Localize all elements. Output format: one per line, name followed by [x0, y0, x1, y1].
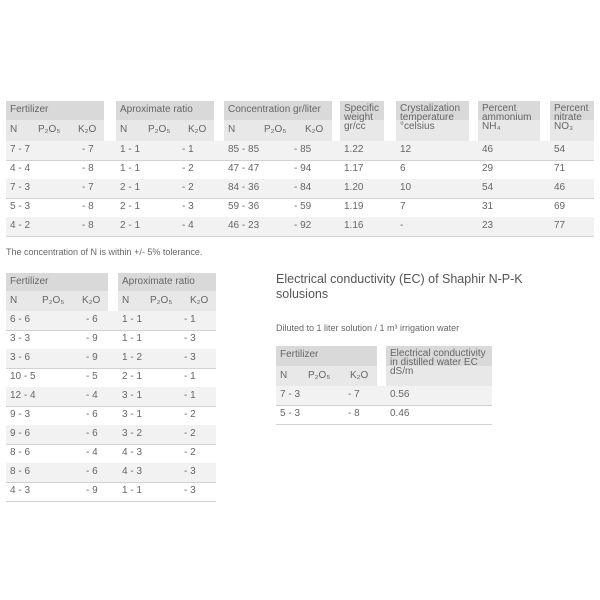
concentration-np: 47 - 47	[228, 163, 260, 174]
ratio-np: 1 - 1	[122, 314, 143, 325]
fertilizer-k: - 8	[82, 220, 94, 231]
ratio-np: 2 - 1	[120, 182, 141, 193]
concentration-np: 59 - 36	[228, 201, 260, 212]
sub-p2o5: P₂O₅	[308, 370, 331, 381]
ratio-np: 1 - 2	[122, 352, 143, 363]
ratio-k: - 3	[184, 333, 196, 344]
fertilizer-k: - 9	[86, 333, 98, 344]
fertilizer-np: 8 - 6	[10, 447, 31, 458]
ratio-k: - 2	[184, 428, 196, 439]
ratio-k: - 2	[184, 447, 196, 458]
ratio-np: 3 - 1	[122, 409, 143, 420]
ratio-k: - 1	[184, 314, 196, 325]
sub-p2o5: P₂O₅	[150, 295, 173, 306]
fertilizer-np: 8 - 6	[10, 466, 31, 477]
col-concentration-label: Concentration gr/liter	[228, 104, 321, 115]
fertilizer-k: - 5	[86, 371, 98, 382]
crystalization-temp: 6	[400, 163, 406, 174]
specific-weight: 1.16	[344, 220, 364, 231]
ratio-k: - 1	[182, 144, 194, 155]
specific-weight: 1.19	[344, 201, 364, 212]
table-row	[6, 463, 216, 483]
fertilizer-k: - 8	[82, 163, 94, 174]
table-row	[6, 368, 216, 388]
fertilizer-np: 7 - 3	[280, 389, 301, 400]
ratio-k: - 1	[184, 390, 196, 401]
ratio-np: 2 - 1	[122, 371, 143, 382]
col-ammonium-label: Percent ammonium NH₄	[482, 103, 532, 132]
ratio-np: 1 - 1	[120, 163, 141, 174]
ratio-k: - 2	[182, 163, 194, 174]
sub-p2o5: P₂O₅	[38, 124, 61, 135]
table-row	[6, 198, 594, 218]
concentration-np: 46 - 23	[228, 220, 260, 231]
ratio-k: - 1	[184, 371, 196, 382]
sub-n: N	[280, 370, 288, 381]
col-nitrate-label: Percent nitrate NO₃	[554, 103, 589, 132]
table-row	[276, 386, 492, 406]
col-fertilizer-label: Fertilizer	[10, 104, 49, 115]
fertilizer-np: 5 - 3	[10, 201, 31, 212]
sub-p2o5: P₂O₅	[264, 124, 287, 135]
ratio-np: 1 - 1	[122, 333, 143, 344]
fertilizer-np: 6 - 6	[10, 314, 31, 325]
fertilizer-np: 4 - 3	[10, 485, 31, 496]
col-fertilizer-label: Fertilizer	[280, 349, 319, 360]
fertilizer-k: - 6	[86, 409, 98, 420]
sub-n: N	[10, 124, 18, 135]
ratio-k: - 4	[182, 220, 194, 231]
sub-n: N	[228, 124, 236, 135]
percent-ammonium: 46	[482, 144, 494, 155]
ratio-k: - 3	[182, 201, 194, 212]
percent-ammonium: 23	[482, 220, 494, 231]
concentration-np: 85 - 85	[228, 144, 260, 155]
sub-n: N	[120, 124, 128, 135]
percent-ammonium: 54	[482, 182, 494, 193]
specific-weight: 1.22	[344, 144, 364, 155]
sub-k2o: K₂O	[82, 295, 101, 306]
crystalization-temp: 12	[400, 144, 412, 155]
table-row	[6, 349, 216, 369]
table-row	[6, 160, 594, 180]
sub-p2o5: P₂O₅	[42, 295, 65, 306]
percent-ammonium: 31	[482, 201, 494, 212]
sub-k2o: K₂O	[305, 124, 324, 135]
fertilizer-np: 7 - 7	[10, 144, 31, 155]
percent-ammonium: 29	[482, 163, 494, 174]
fertilizer-np: 5 - 3	[280, 408, 301, 419]
ec-value: 0.46	[390, 408, 410, 419]
ratio-np: 3 - 2	[122, 428, 143, 439]
sub-n: N	[122, 295, 130, 306]
percent-nitrate: 54	[554, 144, 566, 155]
table-row	[6, 482, 216, 502]
fertilizer-k: - 9	[86, 352, 98, 363]
table-row	[6, 179, 594, 199]
fertilizer-np: 3 - 6	[10, 352, 31, 363]
sub-k2o: K₂O	[350, 370, 369, 381]
crystalization-temp: -	[400, 220, 404, 231]
concentration-np: 84 - 36	[228, 182, 260, 193]
ratio-np: 3 - 1	[122, 390, 143, 401]
col-crystalization-label: Crystalization temperature °celsius	[400, 103, 461, 132]
table-row	[6, 387, 216, 407]
fertilizer-k: - 6	[86, 428, 98, 439]
ratio-np: 2 - 1	[120, 220, 141, 231]
percent-nitrate: 69	[554, 201, 566, 212]
percent-nitrate: 71	[554, 163, 566, 174]
table-row	[6, 141, 594, 161]
ratio-k: - 3	[184, 485, 196, 496]
table-row	[6, 330, 216, 350]
percent-nitrate: 46	[554, 182, 566, 193]
fertilizer-k: - 7	[348, 389, 360, 400]
fertilizer-k: - 8	[82, 201, 94, 212]
specific-weight: 1.20	[344, 182, 364, 193]
sub-k2o: K₂O	[78, 124, 97, 135]
table-row	[276, 405, 492, 425]
ratio-np: 1 - 1	[120, 144, 141, 155]
table-row	[6, 217, 594, 237]
specific-weight: 1.17	[344, 163, 364, 174]
ratio-k: - 3	[184, 352, 196, 363]
percent-nitrate: 77	[554, 220, 566, 231]
fertilizer-np: 10 - 5	[10, 371, 36, 382]
crystalization-temp: 7	[400, 201, 406, 212]
ec-section-subtitle: Diluted to 1 liter solution / 1 m³ irrigation water	[276, 323, 460, 333]
sub-n: N	[10, 295, 18, 306]
sub-p2o5: P₂O₅	[148, 124, 171, 135]
col-ec-label: Electrical conductivity in distilled water EC dS/m	[390, 348, 486, 377]
fertilizer-np: 9 - 6	[10, 428, 31, 439]
concentration-k: - 59	[294, 201, 312, 212]
fertilizer-k: - 7	[82, 182, 94, 193]
fertilizer-np: 3 - 3	[10, 333, 31, 344]
fertilizer-np: 7 - 3	[10, 182, 31, 193]
col-specific-weight-label: Specific weight gr/cc	[344, 103, 380, 132]
fertilizer-k: - 8	[348, 408, 360, 419]
ec-value: 0.56	[390, 389, 410, 400]
ec-section-title: Electrical conductivity (EC) of Shaphir N-P-K solusions	[276, 272, 523, 301]
fertilizer-k: - 4	[86, 447, 98, 458]
fertilizer-k: - 4	[86, 390, 98, 401]
fertilizer-k: - 9	[86, 485, 98, 496]
crystalization-temp: 10	[400, 182, 412, 193]
ratio-np: 1 - 1	[122, 485, 143, 496]
fertilizer-np: 4 - 2	[10, 220, 31, 231]
fertilizer-np: 9 - 3	[10, 409, 31, 420]
fertilizer-k: - 6	[86, 314, 98, 325]
ratio-np: 4 - 3	[122, 447, 143, 458]
col-ratio-label: Aproximate ratio	[122, 276, 195, 287]
ratio-k: - 2	[182, 182, 194, 193]
concentration-k: - 92	[294, 220, 312, 231]
concentration-k: - 84	[294, 182, 312, 193]
ratio-np: 2 - 1	[120, 201, 141, 212]
sub-k2o: K₂O	[188, 124, 207, 135]
table-row	[6, 425, 216, 445]
fertilizer-np: 12 - 4	[10, 390, 36, 401]
concentration-k: - 94	[294, 163, 312, 174]
table-row	[6, 311, 216, 331]
table-row	[6, 406, 216, 426]
ratio-k: - 2	[184, 409, 196, 420]
ratio-k: - 3	[184, 466, 196, 477]
ratio-np: 4 - 3	[122, 466, 143, 477]
tolerance-note: The concentration of N is within +/- 5% tolerance.	[6, 247, 203, 257]
col-fertilizer-label: Fertilizer	[10, 276, 49, 287]
table-row	[6, 444, 216, 464]
col-ratio-label: Aproximate ratio	[120, 104, 193, 115]
fertilizer-np: 4 - 4	[10, 163, 31, 174]
fertilizer-k: - 6	[86, 466, 98, 477]
concentration-k: - 85	[294, 144, 312, 155]
fertilizer-k: - 7	[82, 144, 94, 155]
sub-k2o: K₂O	[190, 295, 209, 306]
